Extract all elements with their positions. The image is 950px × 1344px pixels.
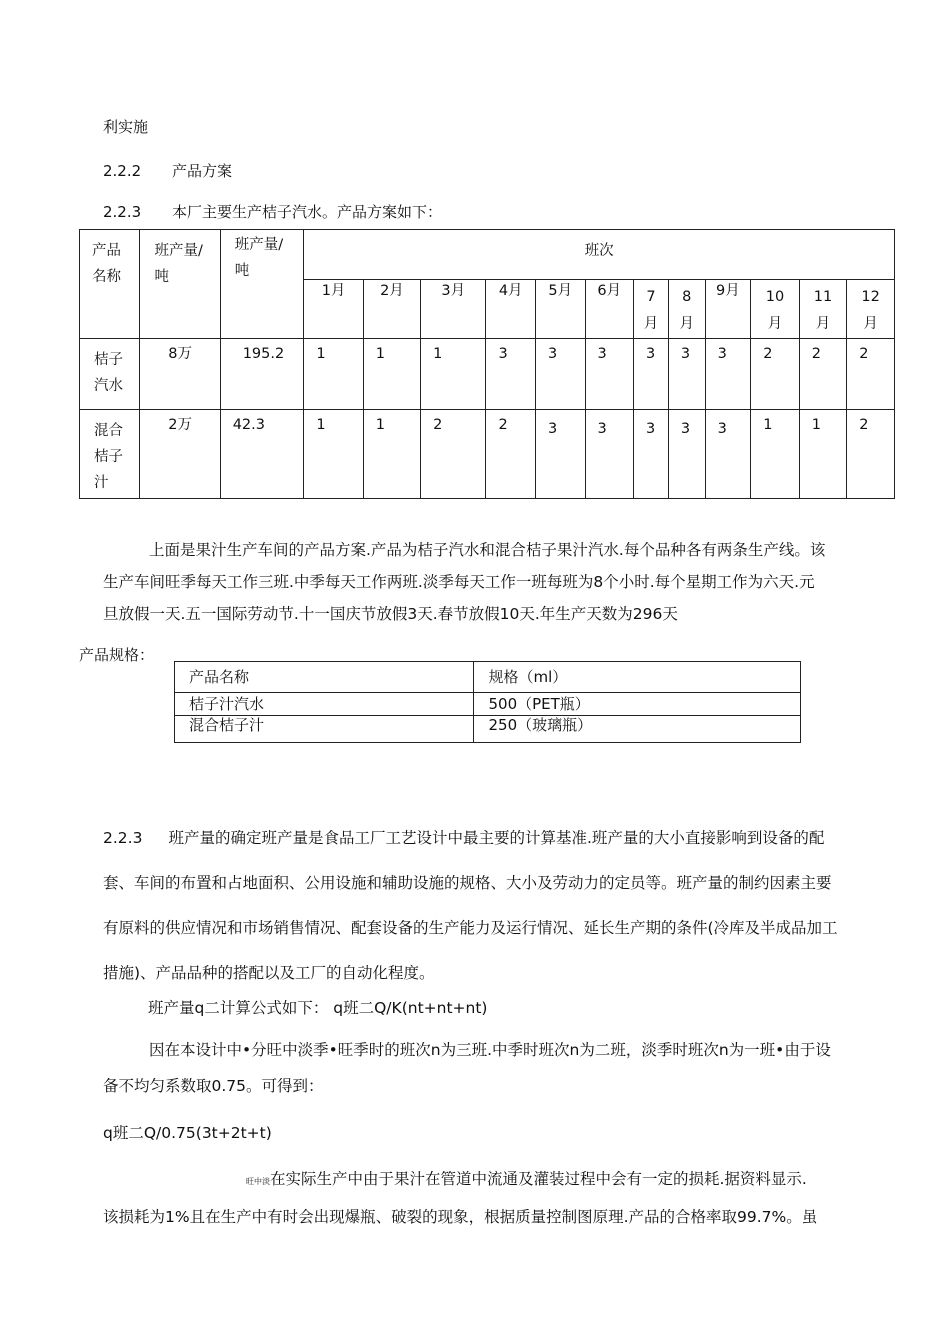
table-header-row bbox=[80, 230, 895, 280]
shift-count-cell: 3 bbox=[486, 339, 536, 410]
section-number: 2.2.3 bbox=[103, 829, 143, 847]
month-header-cell: 7 月 bbox=[634, 280, 669, 339]
table-row bbox=[80, 339, 895, 410]
loss-line-1: 旺中淡在实际生产中由于果汁在管道中流通及灌装过程中会有一定的损耗.据资料显示. bbox=[246, 1170, 807, 1188]
month-header-cell: 8 月 bbox=[668, 280, 705, 339]
shift-count-cell: 1 bbox=[363, 339, 420, 410]
shift-count-cell: 3 bbox=[585, 339, 634, 410]
month-header-cell: 2月 bbox=[363, 280, 420, 339]
spec-label: 产品规格： bbox=[79, 646, 155, 664]
formula-2: q班二Q/0.75(3t+2t+t) bbox=[103, 1124, 272, 1142]
shift-count-cell: 1 bbox=[421, 339, 486, 410]
loss-line-2: 该损耗为1%且在生产中有时会出现爆瓶、破裂的现象，根据质量控制图原理.产品的合格率取99.7%。虽 bbox=[103, 1208, 818, 1226]
section-title: 产品方案 bbox=[171, 162, 232, 180]
month-header-cell: 11 月 bbox=[799, 280, 847, 339]
output-1-cell: 8万 bbox=[140, 339, 220, 410]
month-header-cell: 12 月 bbox=[847, 280, 895, 339]
output-2-cell: 42.3 bbox=[220, 410, 304, 499]
header-shifts: 班次 bbox=[304, 230, 895, 280]
output-1-cell: 2万 bbox=[140, 410, 220, 499]
shift-count-cell: 3 bbox=[634, 410, 669, 499]
shift-count-cell: 3 bbox=[668, 339, 705, 410]
shift-count-cell: 2 bbox=[486, 410, 536, 499]
section-title: 本厂主要生产桔子汽水。产品方案如下： bbox=[171, 203, 442, 221]
shift-output-paragraph: 2.2.3 班产量的确定班产量是食品工厂工艺设计中最主要的计算基准.班产量的大小直接影响到设备的配 套、车间的布置和占地面积、公用设施和辅助设施的规格、大小及劳动力的定员等。班产量的制约因素主要 有原料的供应情况和市场销售情况、配套设备的生产能力及运行情况、延长生产期的条件(冷库及半成品加工 措施)、产品品种的搭配以及工厂的自动化程度。 bbox=[103, 829, 838, 982]
intro-fragment: 利实施 bbox=[103, 118, 149, 136]
description-paragraph: 上面是果汁生产车间的产品方案.产品为桔子汽水和混合桔子果汁汽水.每个品种各有两条生产线。该 生产车间旺季每天工作三班.中季每天工作两班.淡季每天工作一班每班为8个小时.每个星期工作为六天.元 旦放假一天.五一国际劳动节.十一国庆节放假3天.春节放假10天.年生产天数为296天 bbox=[103, 541, 826, 623]
output-2-cell: 195.2 bbox=[220, 339, 304, 410]
shift-count-cell: 2 bbox=[799, 339, 847, 410]
table-row: 桔子汁汽水 500（PET瓶） bbox=[175, 693, 801, 716]
shift-count-cell: 3 bbox=[535, 410, 585, 499]
shift-count-cell: 3 bbox=[585, 410, 634, 499]
table-row bbox=[80, 410, 895, 499]
shift-count-cell: 1 bbox=[304, 410, 363, 499]
shift-count-cell: 3 bbox=[535, 339, 585, 410]
section-number: 2.2.2 bbox=[103, 162, 142, 180]
shift-count-cell: 1 bbox=[304, 339, 363, 410]
shift-count-cell: 1 bbox=[751, 410, 800, 499]
section-2-2-2-heading bbox=[103, 160, 232, 181]
shift-count-cell: 3 bbox=[668, 410, 705, 499]
month-header-cell: 5月 bbox=[535, 280, 585, 339]
shift-count-cell: 2 bbox=[421, 410, 486, 499]
shift-count-cell: 3 bbox=[634, 339, 669, 410]
product-name-cell: 混合 桔子 汁 bbox=[80, 410, 140, 499]
because-paragraph: 因在本设计中•分旺中淡季•旺季时的班次n为三班.中季时班次n为二班，淡季时班次n为一班•由于设 备不均匀系数取0.75。可得到： bbox=[103, 1041, 831, 1095]
month-header-cell: 9月 bbox=[705, 280, 751, 339]
product-plan-table bbox=[79, 229, 895, 499]
shift-count-cell: 2 bbox=[847, 339, 895, 410]
section-2-2-3-heading bbox=[103, 201, 442, 222]
table-row: 混合桔子汁 250（玻璃瓶） bbox=[175, 716, 801, 743]
shift-count-cell: 1 bbox=[363, 410, 420, 499]
spec-header-name: 产品名称 bbox=[175, 662, 474, 693]
header-output-2: 班产量/ 吨 bbox=[220, 230, 304, 339]
formula-line: 班产量q二计算公式如下： q班二Q/K(nt+nt+nt) bbox=[148, 999, 488, 1017]
shift-count-cell: 2 bbox=[847, 410, 895, 499]
month-header-cell: 4月 bbox=[486, 280, 536, 339]
shift-count-cell: 3 bbox=[705, 410, 751, 499]
header-output-1: 班产量/ 吨 bbox=[140, 230, 220, 339]
small-note: 旺中淡 bbox=[246, 1177, 270, 1186]
month-header-cell: 1月 bbox=[304, 280, 363, 339]
month-header-cell: 3月 bbox=[421, 280, 486, 339]
section-number: 2.2.3 bbox=[103, 203, 142, 221]
shift-count-cell: 2 bbox=[751, 339, 800, 410]
header-product-name: 产品 名称 bbox=[80, 230, 140, 339]
spec-header-row bbox=[175, 662, 801, 693]
month-header-cell: 6月 bbox=[585, 280, 634, 339]
month-header-cell: 10 月 bbox=[751, 280, 800, 339]
product-name-cell: 桔子 汽水 bbox=[80, 339, 140, 410]
spec-header-size: 规格（ml） bbox=[474, 662, 801, 693]
spec-table bbox=[174, 661, 801, 743]
shift-count-cell: 3 bbox=[705, 339, 751, 410]
shift-count-cell: 1 bbox=[799, 410, 847, 499]
